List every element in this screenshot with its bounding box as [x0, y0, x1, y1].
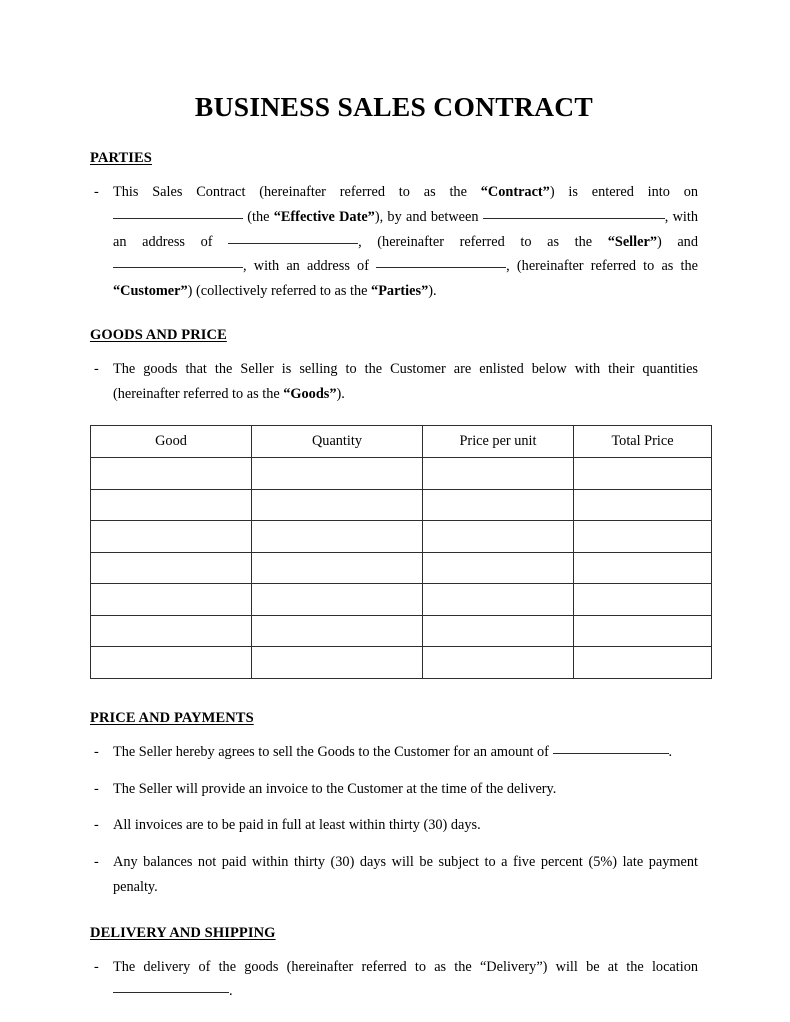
price-bullet-4-text: Any balances not paid within thirty (30) days will be subject to a five percent (5%) late payment penalty.: [113, 854, 698, 895]
price-bullet-1: [90, 740, 698, 765]
section-heading-parties: PARTIES: [90, 150, 152, 167]
page-title: BUSINESS SALES CONTRACT: [194, 91, 594, 122]
term-goods: “Goods”: [283, 385, 337, 402]
table-row: [91, 521, 712, 553]
bullet-marker: -: [94, 744, 99, 761]
goods-text-part2: ).: [336, 385, 345, 402]
table-row: [91, 552, 712, 584]
delivery-bullet-1-part1: The delivery of the goods (hereinafter referred to as the “Delivery”) will be at the location: [113, 958, 698, 975]
table-row: [91, 615, 712, 647]
table-cell-price-per-unit[interactable]: [423, 647, 574, 679]
bullet-marker: -: [94, 780, 99, 797]
table-cell-price-per-unit[interactable]: [423, 521, 574, 553]
parties-text-part2: ) is entered into on: [549, 184, 699, 201]
parties-text-part1: This Sales Contract (hereinafter referred to as the: [113, 184, 481, 201]
table-cell-good[interactable]: [91, 647, 252, 679]
table-cell-good[interactable]: [91, 615, 252, 647]
bullet-marker: -: [94, 817, 99, 834]
bullet-marker: -: [94, 184, 99, 201]
table-cell-price-per-unit[interactable]: [423, 458, 574, 490]
goods-table: [90, 425, 712, 679]
parties-text-part7: ) and: [656, 233, 698, 250]
section-heading-goods-and-price: GOODS AND PRICE: [90, 326, 227, 343]
delivery-location-blank[interactable]: [113, 992, 229, 993]
table-header-good: Good: [91, 426, 252, 458]
table-cell-total-price[interactable]: [574, 458, 712, 490]
goods-text-part1: The goods that the Seller is selling to the Customer are enlisted below with their quantities (hereinafter referred to as the: [113, 361, 698, 402]
table-cell-good[interactable]: [91, 458, 252, 490]
bullet-marker: -: [94, 958, 99, 975]
table-cell-quantity[interactable]: [252, 552, 423, 584]
price-bullet-1-part2: .: [668, 744, 673, 761]
table-cell-good[interactable]: [91, 521, 252, 553]
parties-paragraph: [90, 180, 698, 304]
table-cell-total-price[interactable]: [574, 647, 712, 679]
table-row: [91, 647, 712, 679]
section-heading-price-and-payments: PRICE AND PAYMENTS: [90, 709, 254, 726]
table-cell-price-per-unit[interactable]: [423, 552, 574, 584]
term-seller: “Seller”: [607, 233, 657, 250]
seller-name-blank[interactable]: [483, 218, 665, 219]
table-header-price-per-unit: Price per unit: [423, 426, 574, 458]
price-bullet-3-text: All invoices are to be paid in full at least within thirty (30) days.: [113, 817, 481, 834]
term-contract: “Contract”: [480, 184, 550, 201]
table-row: [91, 458, 712, 490]
price-bullet-2: [90, 777, 698, 802]
price-bullet-1-part1: The Seller hereby agrees to sell the Goods to the Customer for an amount of: [113, 744, 553, 761]
table-cell-total-price[interactable]: [574, 489, 712, 521]
section-heading-delivery-and-shipping: DELIVERY AND SHIPPING: [90, 924, 276, 941]
goods-paragraph: [90, 357, 698, 406]
parties-text-part5: , with an address of: [113, 209, 698, 250]
table-cell-good[interactable]: [91, 489, 252, 521]
document-content: [90, 0, 698, 1004]
table-body: [91, 458, 712, 679]
delivery-bullet-1: [90, 955, 698, 1004]
table-cell-good[interactable]: [91, 552, 252, 584]
parties-text-part6: , (hereinafter referred to as the: [358, 233, 608, 250]
customer-address-blank[interactable]: [376, 267, 506, 268]
table-cell-quantity[interactable]: [252, 521, 423, 553]
term-customer: “Customer”: [113, 283, 188, 300]
effective-date-blank[interactable]: [113, 218, 243, 219]
table-cell-quantity[interactable]: [252, 615, 423, 647]
bullet-marker: -: [94, 854, 99, 871]
table-cell-quantity[interactable]: [252, 647, 423, 679]
parties-text-part11: ).: [428, 283, 437, 300]
amount-blank[interactable]: [553, 753, 669, 754]
table-cell-quantity[interactable]: [252, 458, 423, 490]
table-cell-total-price[interactable]: [574, 615, 712, 647]
table-header-total-price: Total Price: [574, 426, 712, 458]
parties-text-part10: ) (collectively referred to as the: [187, 283, 372, 300]
delivery-bullet-1-part2: .: [229, 983, 233, 1000]
parties-text-part9: , (hereinafter referred to as the: [506, 258, 698, 275]
term-parties: “Parties”: [371, 283, 429, 300]
price-bullet-2-text: The Seller will provide an invoice to the Customer at the time of the delivery.: [113, 780, 557, 797]
table-cell-quantity[interactable]: [252, 489, 423, 521]
parties-text-part3: (the: [243, 209, 274, 226]
parties-text-part8: , with an address of: [243, 258, 377, 275]
term-effective-date: “Effective Date”: [273, 209, 375, 226]
parties-text-part4: ), by and between: [374, 209, 483, 226]
table-header-row: [91, 426, 712, 458]
table-cell-total-price[interactable]: [574, 552, 712, 584]
table-cell-good[interactable]: [91, 584, 252, 616]
table-cell-price-per-unit[interactable]: [423, 615, 574, 647]
table-cell-total-price[interactable]: [574, 521, 712, 553]
table-cell-total-price[interactable]: [574, 584, 712, 616]
table-cell-quantity[interactable]: [252, 584, 423, 616]
seller-address-blank[interactable]: [228, 243, 358, 244]
table-cell-price-per-unit[interactable]: [423, 584, 574, 616]
table-cell-price-per-unit[interactable]: [423, 489, 574, 521]
table-row: [91, 489, 712, 521]
bullet-marker: -: [94, 361, 99, 378]
customer-name-blank[interactable]: [113, 267, 243, 268]
price-bullet-3: [90, 813, 698, 838]
table-row: [91, 584, 712, 616]
table-header-quantity: Quantity: [252, 426, 423, 458]
price-bullet-4: [90, 850, 698, 899]
